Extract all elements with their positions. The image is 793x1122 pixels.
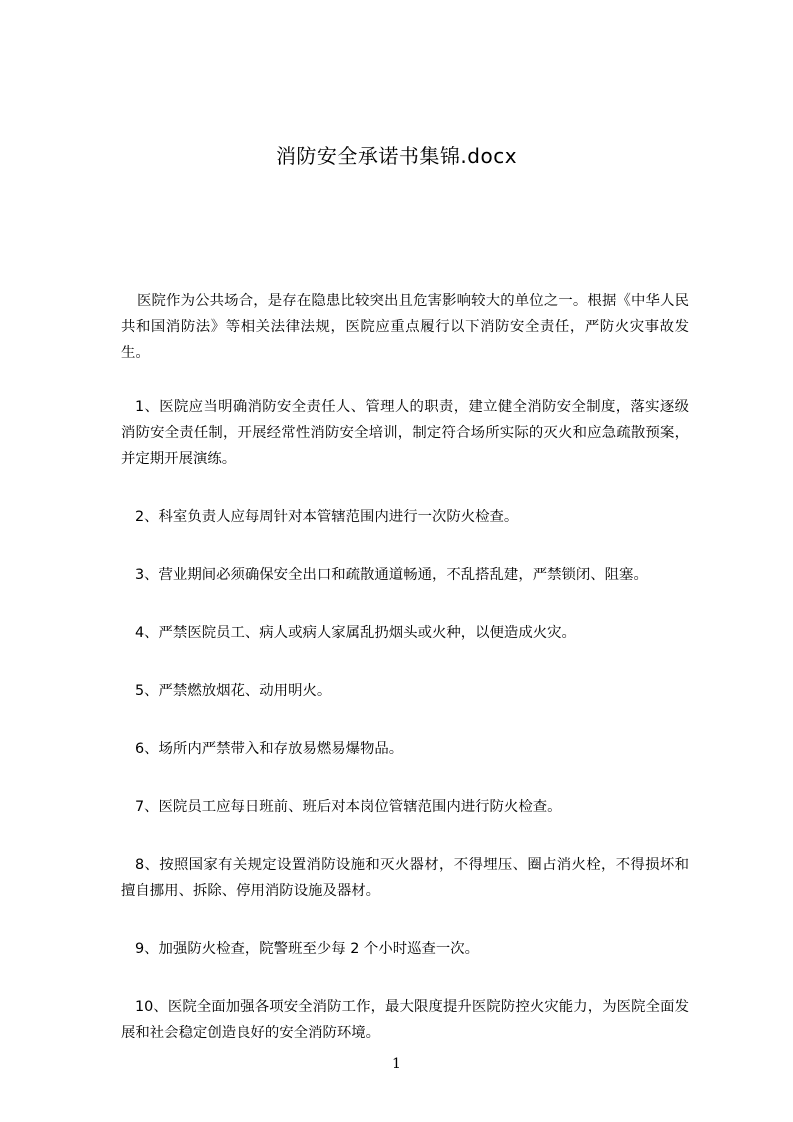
document-title: 消防安全承诺书集锦.docx (275, 144, 518, 168)
list-item: 7、医院员工应每日班前、班后对本岗位管辖范围内进行防火检查。 (135, 799, 562, 815)
document-body (121, 288, 689, 1046)
list-item: 1、医院应当明确消防安全责任人、管理人的职责，建立健全消防安全制度，落实逐级消防安全责任制，开展经常性消防安全培训，制定符合场所实际的灭火和应急疏散预案，并定期开展演练。 (121, 399, 689, 467)
intro-paragraph: 医院作为公共场合，是存在隐患比较突出且危害影响较大的单位之一。根据《中华人民共和国消防法》等相关法律法规，医院应重点履行以下消防安全责任，严防火灾事故发生。 (121, 293, 689, 361)
list-item: 10、医院全面加强各项安全消防工作，最大限度提升医院防控火灾能力，为医院全面发展和社会稳定创造良好的安全消防环境。 (121, 999, 689, 1041)
list-item: 4、严禁医院员工、病人或病人家属乱扔烟头或火种，以便造成火灾。 (135, 625, 576, 641)
list-item: 6、场所内严禁带入和存放易燃易爆物品。 (135, 741, 404, 757)
page-number: 1 (392, 1056, 401, 1072)
list-item: 2、科室负责人应每周针对本管辖范围内进行一次防火检查。 (135, 509, 519, 525)
list-item: 9、加强防火检查，院警班至少每 2 个小时巡查一次。 (135, 941, 480, 957)
list-item: 5、严禁燃放烟花、动用明火。 (135, 683, 332, 699)
list-item: 8、按照国家有关规定设置消防设施和灭火器材，不得埋压、圈占消火栓，不得损坏和擅自挪用、拆除、停用消防设施及器材。 (121, 857, 689, 899)
list-item: 3、营业期间必须确保安全出口和疏散通道畅通，不乱搭乱建，严禁锁闭、阻塞。 (135, 567, 648, 583)
